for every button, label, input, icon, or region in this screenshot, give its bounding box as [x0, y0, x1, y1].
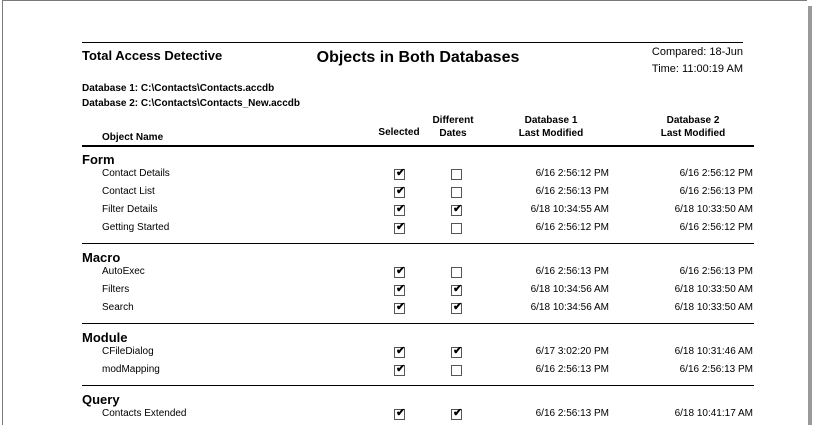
db1-last-modified: 6/17 3:02:20 PM	[535, 346, 609, 357]
check-icon: ✔	[396, 345, 406, 357]
selected-checkbox	[394, 169, 405, 180]
object-name: AutoExec	[102, 266, 145, 277]
col-db1-modified	[501, 114, 601, 140]
col-db2-modified	[643, 114, 743, 140]
database2-path: Database 2: C:\Contacts\Contacts_New.accdb	[82, 98, 301, 109]
selected-checkbox	[394, 267, 405, 278]
col-db1-line1: Database 1	[524, 115, 578, 126]
check-icon: ✔	[396, 363, 406, 375]
object-name: Contacts Extended	[102, 408, 187, 419]
section-heading-1: Macro	[82, 250, 121, 265]
section-heading-3: Query	[82, 392, 120, 407]
check-icon: ✔	[453, 301, 463, 313]
table-row	[3, 168, 808, 186]
object-name: Contact List	[102, 186, 155, 197]
table-row	[3, 346, 808, 364]
compared-date: Compared: 18-Jun	[651, 46, 743, 58]
check-icon: ✔	[453, 407, 463, 419]
different-dates-checkbox	[451, 205, 462, 216]
object-name: Filters	[102, 284, 130, 295]
different-dates-checkbox	[451, 267, 462, 278]
different-dates-checkbox	[451, 187, 462, 198]
database1-path: Database 1: C:\Contacts\Contacts.accdb	[82, 83, 275, 94]
table-row	[3, 204, 808, 222]
brand-name: Total Access Detective	[82, 48, 223, 63]
table-row	[3, 186, 808, 204]
db1-last-modified: 6/16 2:56:13 PM	[535, 364, 609, 375]
check-icon: ✔	[396, 185, 406, 197]
object-name: modMapping	[102, 364, 160, 375]
col-db2-line2: Last Modified	[660, 128, 726, 139]
check-icon: ✔	[396, 283, 406, 295]
object-name: CFileDialog	[102, 346, 154, 357]
db2-last-modified: 6/18 10:31:46 AM	[674, 346, 753, 357]
report-page	[2, 0, 807, 425]
db1-last-modified: 6/16 2:56:13 PM	[535, 186, 609, 197]
object-name: Contact Details	[102, 168, 170, 179]
column-header-rule	[82, 145, 754, 147]
selected-checkbox	[394, 187, 405, 198]
table-row	[3, 408, 808, 426]
table-row	[3, 222, 808, 240]
db1-last-modified: 6/18 10:34:56 AM	[530, 302, 609, 313]
different-dates-checkbox	[451, 347, 462, 358]
different-dates-checkbox	[451, 365, 462, 376]
col-db2-line1: Database 2	[666, 115, 720, 126]
report-title: Objects in Both Databases	[316, 49, 520, 66]
db2-last-modified: 6/16 2:56:13 PM	[679, 186, 753, 197]
db2-last-modified: 6/16 2:56:13 PM	[679, 364, 753, 375]
check-icon: ✔	[453, 203, 463, 215]
different-dates-checkbox	[451, 303, 462, 314]
selected-checkbox	[394, 409, 405, 420]
db2-last-modified: 6/18 10:33:50 AM	[674, 284, 753, 295]
table-row	[3, 364, 808, 382]
object-name: Search	[102, 302, 134, 313]
different-dates-checkbox	[451, 169, 462, 180]
selected-checkbox	[394, 285, 405, 296]
section-rule	[82, 243, 754, 244]
different-dates-checkbox	[451, 409, 462, 420]
db1-last-modified: 6/18 10:34:56 AM	[530, 284, 609, 295]
selected-checkbox	[394, 303, 405, 314]
col-selected: Selected	[378, 127, 420, 138]
check-icon: ✔	[396, 167, 406, 179]
table-row	[3, 284, 808, 302]
col-different-dates	[421, 114, 485, 140]
different-dates-checkbox	[451, 223, 462, 234]
db2-last-modified: 6/18 10:33:50 AM	[674, 204, 753, 215]
object-name: Filter Details	[102, 204, 158, 215]
check-icon: ✔	[396, 203, 406, 215]
section-heading-2: Module	[82, 330, 128, 345]
check-icon: ✔	[453, 283, 463, 295]
section-heading-0: Form	[82, 152, 115, 167]
page-shadow	[808, 6, 812, 425]
selected-checkbox	[394, 365, 405, 376]
check-icon: ✔	[396, 301, 406, 313]
db1-last-modified: 6/16 2:56:12 PM	[535, 168, 609, 179]
table-row	[3, 266, 808, 284]
check-icon: ✔	[396, 265, 406, 277]
db1-last-modified: 6/16 2:56:12 PM	[535, 222, 609, 233]
selected-checkbox	[394, 205, 405, 216]
col-different-dates-line2: Dates	[439, 128, 467, 139]
section-rule	[82, 323, 754, 324]
selected-checkbox	[394, 347, 405, 358]
object-name: Getting Started	[102, 222, 170, 233]
header-rule	[82, 42, 743, 43]
db1-last-modified: 6/16 2:56:13 PM	[535, 408, 609, 419]
check-icon: ✔	[453, 345, 463, 357]
db2-last-modified: 6/16 2:56:12 PM	[679, 168, 753, 179]
col-different-dates-line1: Different	[432, 115, 474, 126]
section-rule	[82, 385, 754, 386]
compared-time: Time: 11:00:19 AM	[651, 63, 743, 75]
selected-checkbox	[394, 223, 405, 234]
db2-last-modified: 6/16 2:56:12 PM	[679, 222, 753, 233]
db1-last-modified: 6/18 10:34:55 AM	[530, 204, 609, 215]
db2-last-modified: 6/16 2:56:13 PM	[679, 266, 753, 277]
different-dates-checkbox	[451, 285, 462, 296]
table-row	[3, 302, 808, 320]
col-object-name: Object Name	[102, 132, 164, 143]
db2-last-modified: 6/18 10:33:50 AM	[674, 302, 753, 313]
check-icon: ✔	[396, 221, 406, 233]
db2-last-modified: 6/18 10:41:17 AM	[674, 408, 753, 419]
check-icon: ✔	[396, 407, 406, 419]
col-db1-line2: Last Modified	[518, 128, 584, 139]
db1-last-modified: 6/16 2:56:13 PM	[535, 266, 609, 277]
